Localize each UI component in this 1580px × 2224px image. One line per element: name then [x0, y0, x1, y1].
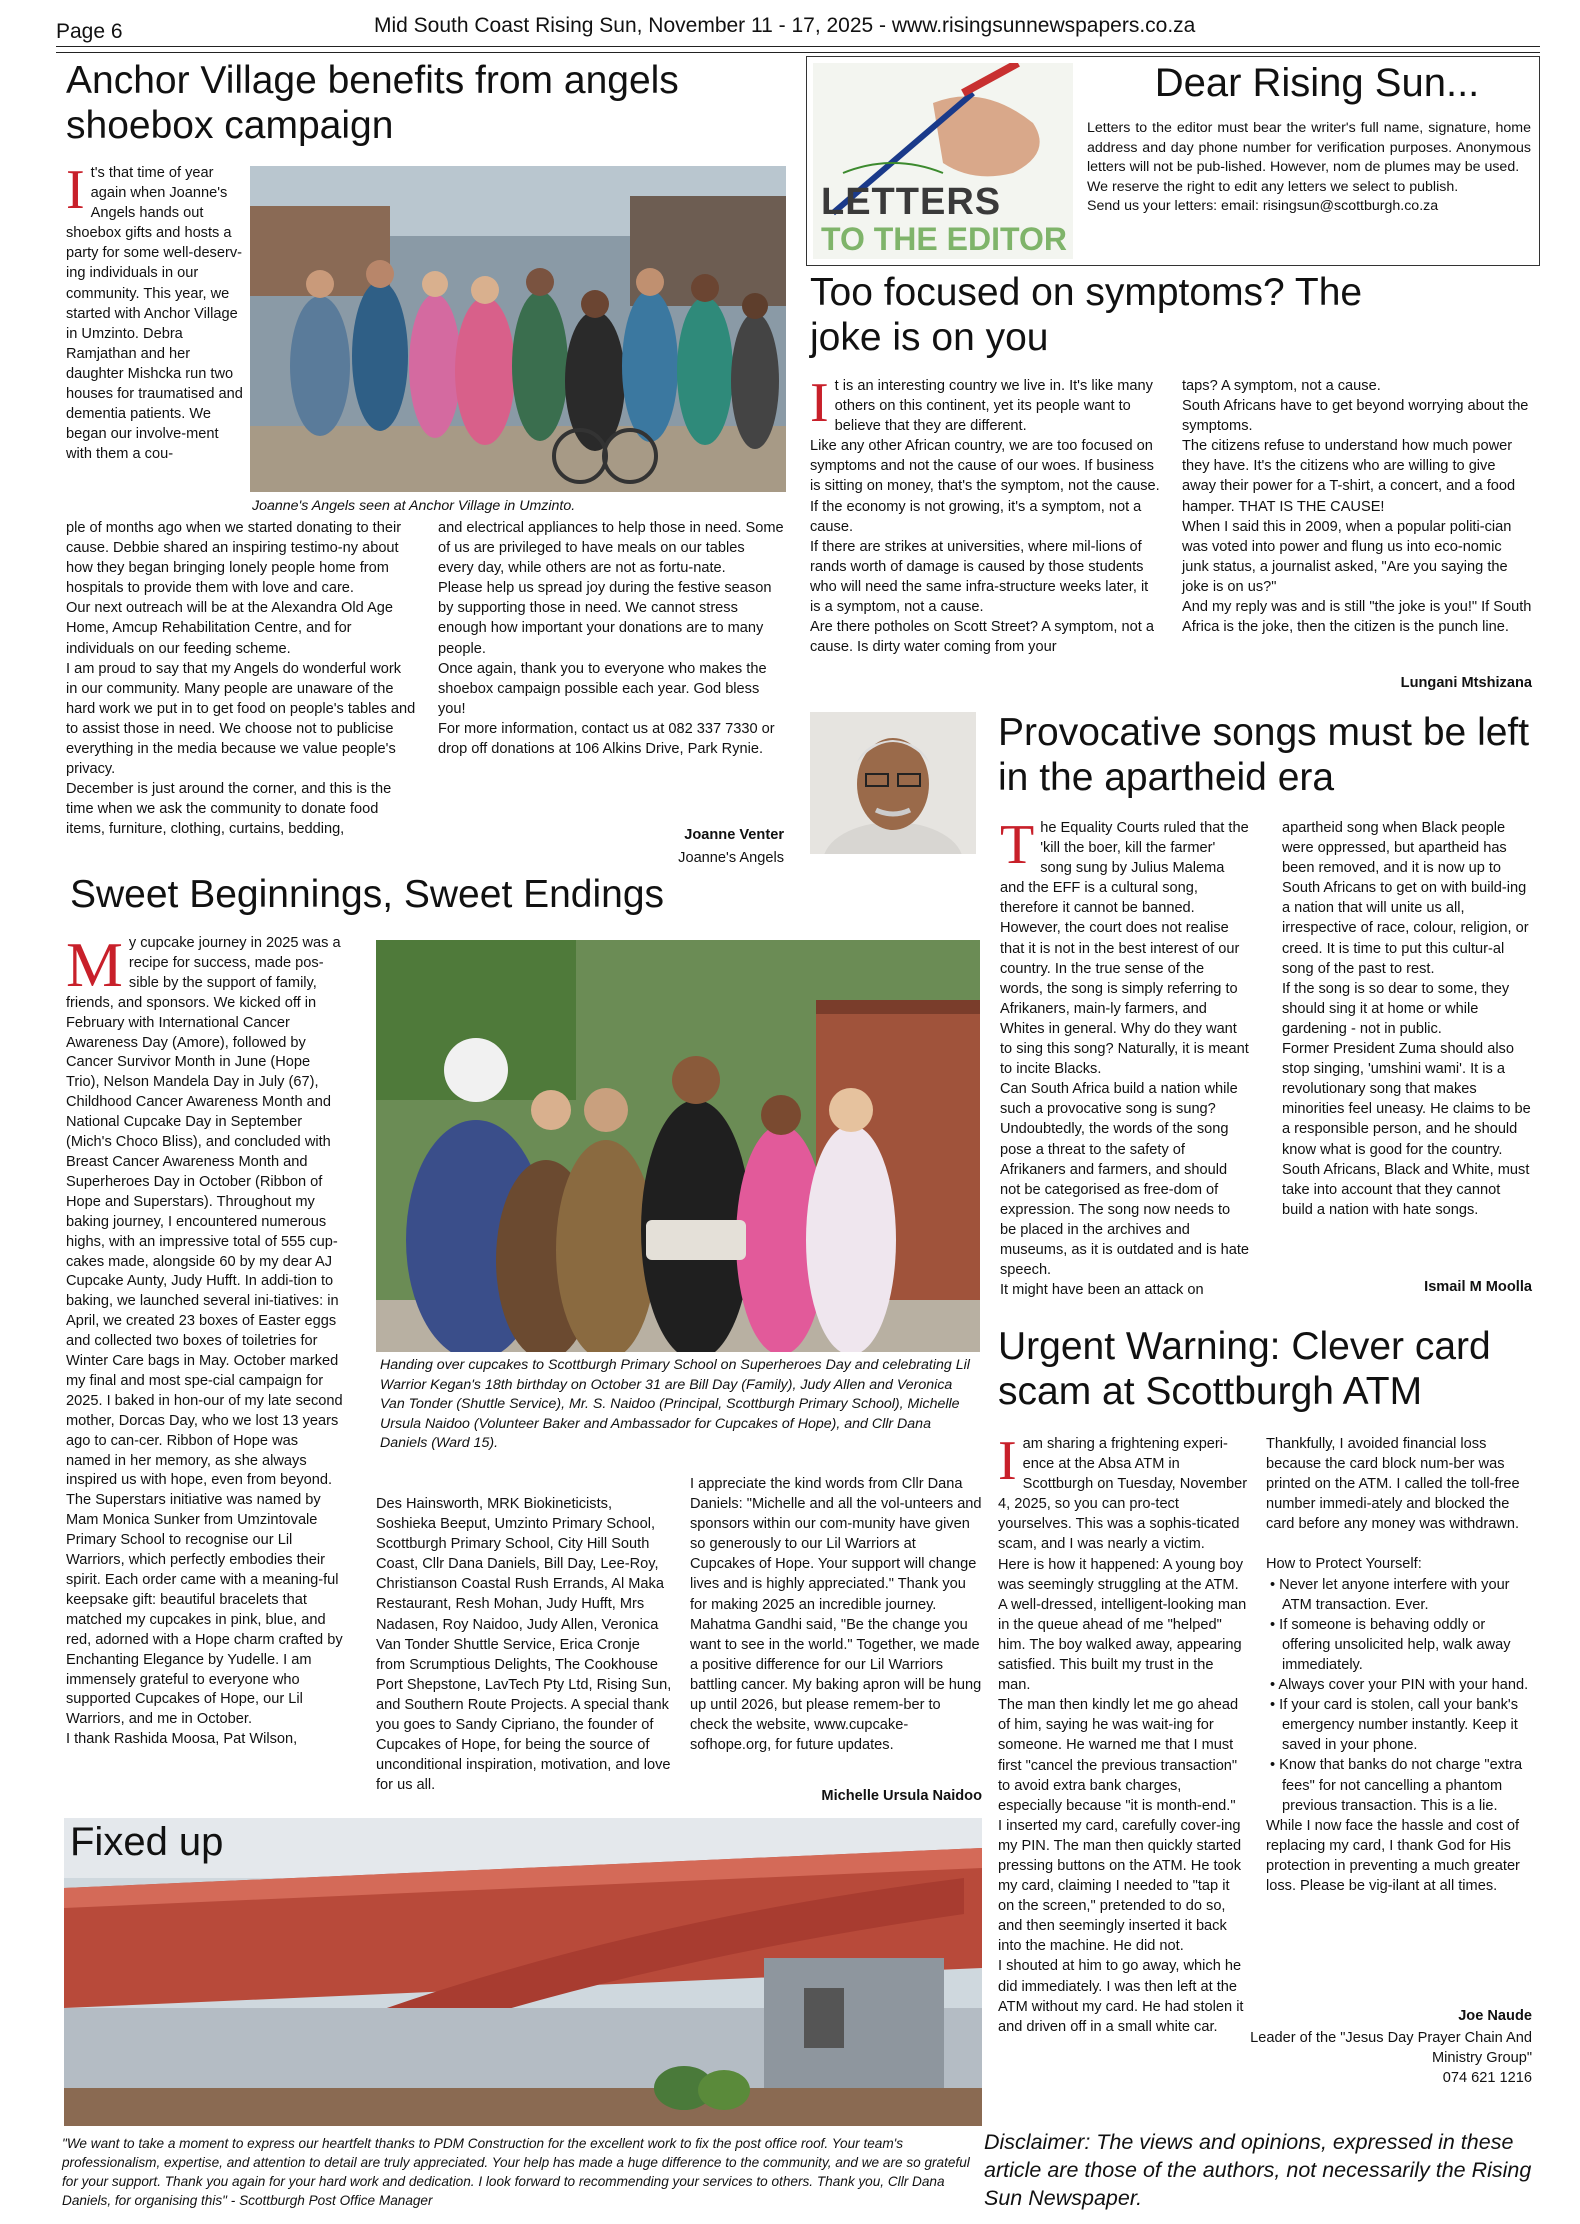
letters-logo-line2: TO THE EDITOR: [821, 221, 1067, 257]
anchor-col2: [438, 518, 784, 759]
symptoms-col1: [810, 372, 1160, 657]
anchor-col2-p4: For more information, contact us at 082 337 7330 or drop off donations at 106 Alkins Drive, Park Rynie.: [438, 720, 775, 758]
urgent-col1-p1: am sharing a frightening experi-ence at the Absa ATM in Scottburgh on Tuesday, November 4, 2025, so you can pro-tect yourselves. This was a sophis-ticated scam, and I was nearly a victim.: [998, 1436, 1248, 1553]
protect-bullet: • If your card is stolen, call your bank's emergency number instantly. Keep it saved in your phone.: [1270, 1697, 1518, 1754]
protect-bullet: • If someone is behaving oddly or offering unsolicited help, walk away immediately.: [1270, 1616, 1511, 1673]
letters-logo: [813, 63, 1073, 259]
letters-box: [806, 56, 1540, 266]
urgent-signature: Joe Naude: [1458, 2008, 1532, 2024]
provocative-col2-p3: Former President Zuma should also stop singing, 'umshini wami'. It is a revolutionary song that makes minorities feel uneasy. He claims to be a responsible person, and he should know what is good for the country.: [1282, 1041, 1531, 1158]
provocative-drop-cap: T: [1000, 814, 1035, 876]
header-rule: [56, 46, 1540, 47]
symptoms-headline: Too focused on symptoms? The joke is on you: [810, 271, 1363, 359]
sweet-photo-caption: Handing over cupcakes to Scottburgh Primary School on Superheroes Day and celebrating Lil Warrior Kegan's 18th birthday on October 31 are Bill Day (Family), Judy Allen and Veronica Van Tonder (Shuttle Service), Mr. S. Naidoo (Principal, Scottburgh Primary School), Michelle Ursula Naidoo (Volunteer Baker and Ambassador for Cupcakes of Hope), and Cllr Dana Daniels (Ward 15).: [380, 1357, 970, 1451]
urgent-role: Leader of the "Jesus Day Prayer Chain And Ministry Group": [1250, 2030, 1532, 2066]
sweet-col2: [376, 1494, 672, 1795]
urgent-col2-intro: Thankfully, I avoided financial loss because the card block num-ber was printed on the ATM. I called the toll-free number immedi-ately and blocked the card before any money was withdrawn.: [1266, 1436, 1520, 1533]
protect-bullet-text: Always cover your PIN with your hand.: [1278, 1677, 1529, 1694]
page-number: Page 6: [56, 20, 123, 43]
protect-bullet: • Never let anyone interfere with your ATM transaction. Ever.: [1270, 1576, 1510, 1613]
page-header: [56, 12, 1540, 46]
symptoms-col2: [1182, 376, 1532, 637]
sweet-drop-cap: M: [66, 929, 123, 1000]
anchor-col1-p3: I am proud to say that my Angels do wonderful work in our community. Many people are unaware of the hard work we put in to get food on people's tables and to assist those in need. We choose not to publicise everything in the media because we value people's privacy.: [66, 660, 416, 778]
provocative-headline: Provocative songs must be left in the apartheid era: [998, 711, 1530, 799]
protect-bullet-text: If your card is stolen, call your bank's emergency number instantly. Keep it saved in your phone.: [1279, 1697, 1518, 1754]
letters-title: Dear Rising Sun...: [1154, 61, 1480, 105]
header-rule-2: [56, 52, 1540, 53]
fixed-up-caption: "We want to take a moment to express our heartfelt thanks to PDM Construction for the excellent work to fix the post office roof. Your team's professionalism, expertise, and attention to detail are truly appreciated. Your help has made a huge difference to the community, and we are so grateful for your support. Thank you again for your hard work and dedication. I look forward to recommending your services to others. Thank you, Cllr Dana Daniels, for organising this" - Scottburgh Post Office Manager: [62, 2136, 970, 2208]
anchor-col2-p2: Please help us spread joy during the festive season by supporting those in need. We cannot stress enough how important your donations are to many people.: [438, 580, 772, 657]
letters-logo-line1: LETTERS: [821, 181, 1002, 223]
protect-heading: How to Protect Yourself:: [1266, 1556, 1422, 1573]
symptoms-col1-p4: If there are strikes at universities, where mil-lions of rands worth of damage is caused by those students who will need the same infra-structure weeks later, it is a symptom, not a cause.: [810, 538, 1149, 616]
anchor-org: Joanne's Angels: [678, 850, 784, 866]
sweet-col2-p1: Des Hainsworth, MRK Biokineticists, Soshieka Beeput, Umzinto Primary School, Scottburgh Primary School, City Hill South Coast, Cllr Dana Daniels, Bill Day, Lee-Roy, Christianson Coastal Rush Errands, Al Maka Restaurant, Resh Mohan, Judy Hufft, Mrs Nadasen, Roy Naidoo, Judy Allen, Veronica Van Tonder Shuttle Service, Erica Cronje from Scrumptious Delights, The Cookhouse Port Shepstone, LavTech Pty Ltd, Rising Sun, and Southern Route Projects. A special thank you goes to Sandy Cipriano, the founder of Cupcakes of Hope, for being the source of unconditional inspiration, motivation, and love for us all.: [376, 1496, 672, 1794]
anchor-signature: Joanne Venter: [684, 827, 784, 843]
sweet-signature: Michelle Ursula Naidoo: [821, 1788, 982, 1804]
symptoms-col2-p5: And my reply was and is still "the joke is you!" If South Africa is the joke, then the citizen is the punch line.: [1182, 599, 1532, 636]
provocative-col1: [1000, 814, 1250, 1300]
anchor-photo-caption: Joanne's Angels seen at Anchor Village in Umzinto.: [252, 498, 576, 514]
anchor-col1-p1: ple of months ago when we started donating to their cause. Debbie shared an inspiring testimo-ny about how they began bringing lonely people home from hospitals to provide them with love and care.: [66, 520, 402, 597]
urgent-col2: [1266, 1434, 1532, 1896]
anchor-col2-p1: and electrical appliances to help those in need. Some of us are privileged to have meals on our tables every day, while others are not as fortu-nate.: [438, 520, 784, 577]
anchor-intro-text: t's that time of year again when Joanne's Angels hands out shoebox gifts and hosts a party for some well-deserv-ing individuals in our community. This year, we started with Anchor Village in Umzinto. Debra Ramjathan and her daughter Mishcka run two houses for traumatised and dementia patients. We began our involve-ment with them a cou-: [66, 165, 243, 463]
provocative-col2-p4: South Africans, Black and White, must take into account that they cannot build a nation with hate songs.: [1282, 1161, 1530, 1218]
urgent-col1: [998, 1430, 1248, 2037]
sweet-col3-p1: I appreciate the kind words from Cllr Dana Daniels: "Michelle and all the vol-unteers and sponsors within our com-munity have given so generously to our Lil Warriors at Cupcakes of Hope. Your support will change lives and is highly appreciated." Thank you for making 2025 an incredible journey. Mahatma Gandhi said, "Be the change you want to see in the world." Together, we made a positive difference for our Lil Warriors battling cancer. My baking apron will be hung up until 2026, but please remem-ber to check the website, www.cupcake-sofhope.org, for future updates.: [690, 1476, 982, 1754]
letters-reserve: We reserve the right to edit any letters we select to publish.: [1087, 178, 1459, 195]
symptoms-col1-p1: t is an interesting country we live in. It's like many others on this continent, yet its people want to believe that they are different.: [834, 378, 1153, 435]
anchor-col1: [66, 518, 416, 840]
provocative-col2: [1282, 818, 1534, 1220]
symptoms-col2-p2: South Africans have to get beyond worrying about the symptoms.: [1182, 398, 1529, 435]
symptoms-signature: Lungani Mtshizana: [1400, 675, 1532, 691]
protect-bullet-text: Never let anyone interfere with your ATM transaction. Ever.: [1279, 1576, 1510, 1613]
symptoms-col1-p3: If the economy is not growing, it's a symptom, not a cause.: [810, 498, 1142, 535]
provocative-col2-p2: If the song is so dear to some, they should sing it at home or while gardening - not in public.: [1282, 980, 1510, 1037]
symptoms-col2-p1: taps? A symptom, not a cause.: [1182, 378, 1381, 394]
sweet-col3: [690, 1474, 982, 1755]
urgent-col2-end: While I now face the hassle and cost of replacing my card, I thank God for His protection in preventing a much greater loss. Please be vig-ilant at all times.: [1266, 1817, 1520, 1894]
anchor-col1-p2: Our next outreach will be at the Alexandra Old Age Home, Amcup Rehabilitation Centre, and for individuals on our feeding scheme.: [66, 600, 393, 657]
urgent-drop-cap: I: [998, 1430, 1017, 1492]
sweet-col1-p1: y cupcake journey in 2025 was a recipe for success, made pos-sible by the support of family, friends, and sponsors. We kicked off in February with International Cancer Awareness Day (Amore), followed by Cancer Survivor Month in June (Hope Trio), Nelson Mandela Day in July (67), Childhood Cancer Awareness Month and National Cupcake Day in September (Mich's Choco Bliss), and concluded with Breast Cancer Awareness Month and Superheroes Day in October (Ribbon of Hope and Superstars). Throughout my baking journey, I encountered numerous highs, with an impressive total of 555 cup-cakes made, alongside 60 by my dear AJ Cupcake Aunty, Judy Hufft. In addi-tion to baking, we launched several ini-tiatives: in April, we created 23 boxes of Easter eggs and collected two boxes of toiletries for Winter Care bags in May. October marked my final and most spe-cial campaign for 2025. I baked in hon-our of my late second mother, Dorcas Day, who we lost 13 years ago to can-cer. Ribbon of Hope was named in her memory, as she always inspired us with hope, even from beyond. The Superstars initiative was named by Mam Monica Sunker from Umzintovale Primary School to recognise our Lil Warriors, which perfectly embodies their spirit. Each order came with a meaning-ful keepsake gift: beautiful bracelets that matched my cupcakes in pink, blue, and red, adorned with a Hope charm crafted by Enchanting Elegance by Yudelle. I am immensely grateful to everyone who supported Cupcakes of Hope, our Lil Warriors, and me in October.: [66, 935, 343, 1728]
sweet-col1-p2: I thank Rashida Moosa, Pat Wilson,: [66, 1731, 298, 1748]
provocative-col1-p3: It might have been an attack on: [1000, 1282, 1204, 1299]
provocative-col2-p1: apartheid song when Black people were oppressed, but apartheid has been removed, and it is now up to South Africans to get on with build-ing a nation that will unite us all, irrespective of race, colour, religion, or creed. It is time to put this cultur-al song of the past to rest.: [1282, 820, 1529, 977]
urgent-headline: Urgent Warning: Clever card scam at Scottburgh ATM: [998, 1325, 1491, 1413]
anchor-drop-cap: I: [66, 159, 85, 221]
provocative-col1-p1: he Equality Courts ruled that the 'kill the boer, kill the farmer' song sung by Julius Malema and the EFF is a cultural song, therefore it cannot be banned. However, the court does not realise that it is not in the best interest of our country. In the true sense of the words, the song is simply referring to Afrikaners, main-ly farmers, and Whites in general. Why do they want to sing this song? Naturally, it is meant to incite Blacks.: [1000, 820, 1249, 1078]
sweet-headline: Sweet Beginnings, Sweet Endings: [70, 873, 665, 916]
symptoms-col1-p2: Like any other African country, we are too focused on symptoms and not the cause of our woes. If business is sitting on money, that's the symptom, not the cause.: [810, 438, 1160, 495]
urgent-col1-p4: I inserted my card, carefully cover-ing my PIN. The man then quickly started pressing buttons on the ATM. He took my card, claiming I needed to "tap it on the screen," pretended to do so, and then seemingly inserted it back into the machine. He did not.: [998, 1817, 1242, 1955]
symptoms-col1-p5: Are there potholes on Scott Street? A symptom, not a cause. Is dirty water coming from your: [810, 619, 1154, 656]
disclaimer: Disclaimer: The views and opinions, expressed in these article are those of the authors, not necessarily the Rising Sun Newspaper.: [984, 2130, 1532, 2210]
urgent-phone: 074 621 1216: [1442, 2070, 1532, 2086]
provocative-signature: Ismail M Moolla: [1424, 1279, 1532, 1295]
urgent-col1-p2: Here is how it happened: A young boy was seemingly struggling at the ATM. A well-dressed, intelligent-looking man in the queue ahead of me "helped" him. The boy walked away, appearing satisfied. This built my trust in the man.: [998, 1556, 1247, 1694]
anchor-headline: Anchor Village benefits from angels shoebox campaign: [66, 59, 679, 147]
protect-bullet-text: Know that banks do not charge "extra fees" for not cancelling a phantom previous transaction. This is a lie.: [1279, 1757, 1523, 1814]
letters-send: Send us your letters: email: risingsun@scottburgh.co.za: [1087, 198, 1439, 215]
protect-bullet: • Know that banks do not charge "extra fees" for not cancelling a phantom previous transaction. This is a lie.: [1270, 1757, 1523, 1814]
anchor-photo: [250, 166, 786, 492]
sweet-photo: [376, 940, 980, 1352]
fixed-up-title: Fixed up: [70, 1820, 224, 1864]
urgent-col1-p3: The man then kindly let me go ahead of him, saying he was wait-ing for someone. He warned me that I must first "cancel the previous transaction" to avoid extra bank charges, especially because "it is month-end.": [998, 1697, 1239, 1814]
author-portrait: [810, 712, 976, 854]
symptoms-col2-p3: The citizens refuse to understand how much power they have. It's the citizens who are willing to give away their power for a T-shirt, a concert, and a food hamper. THAT IS THE CAUSE!: [1182, 438, 1516, 515]
anchor-col2-p3: Once again, thank you to everyone who makes the shoebox campaign possible each year. God bless you!: [438, 660, 767, 717]
anchor-intro: [66, 159, 244, 464]
provocative-col1-p2: Can South Africa build a nation while such a provocative song is sung? Undoubtedly, the words of the song pose a threat to the safety of Afrikaners and farmers, and should not be categorised as free-dom of expression. The song now needs to be placed in the archives and museums, as it is outdated and is hate speech.: [1000, 1081, 1250, 1279]
masthead: Mid South Coast Rising Sun, November 11 - 17, 2025 - www.risingsunnewspapers.co.za: [374, 14, 1196, 37]
sweet-col1: [66, 929, 346, 1750]
protect-bullet-text: If someone is behaving oddly or offering unsolicited help, walk away immediately.: [1279, 1616, 1511, 1673]
letters-rules-text: Letters to the editor must bear the writer's full name, signature, home address and day phone number for verification purposes. Anonymous letters will not be pub-lished. However, nom de plumes may be used.: [1087, 120, 1531, 176]
letters-rules: [1087, 119, 1531, 217]
protect-bullet: • Always cover your PIN with your hand.: [1270, 1677, 1529, 1694]
anchor-col1-p4: December is just around the corner, and this is the time when we ask the community to donate food items, furniture, clothing, curtains, bedding,: [66, 781, 392, 838]
symptoms-drop-cap: I: [810, 372, 829, 434]
symptoms-col2-p4: When I said this in 2009, when a popular politi-cian was voted into power and flung us into eco-nomic junk status, a journalist asked, "Are you saying the joke is on us?": [1182, 518, 1512, 595]
urgent-col1-p5: I shouted at him to go away, which he did immediately. I was then left at the ATM without my card. He had stolen it and driven off in a small white car.: [998, 1958, 1244, 2035]
